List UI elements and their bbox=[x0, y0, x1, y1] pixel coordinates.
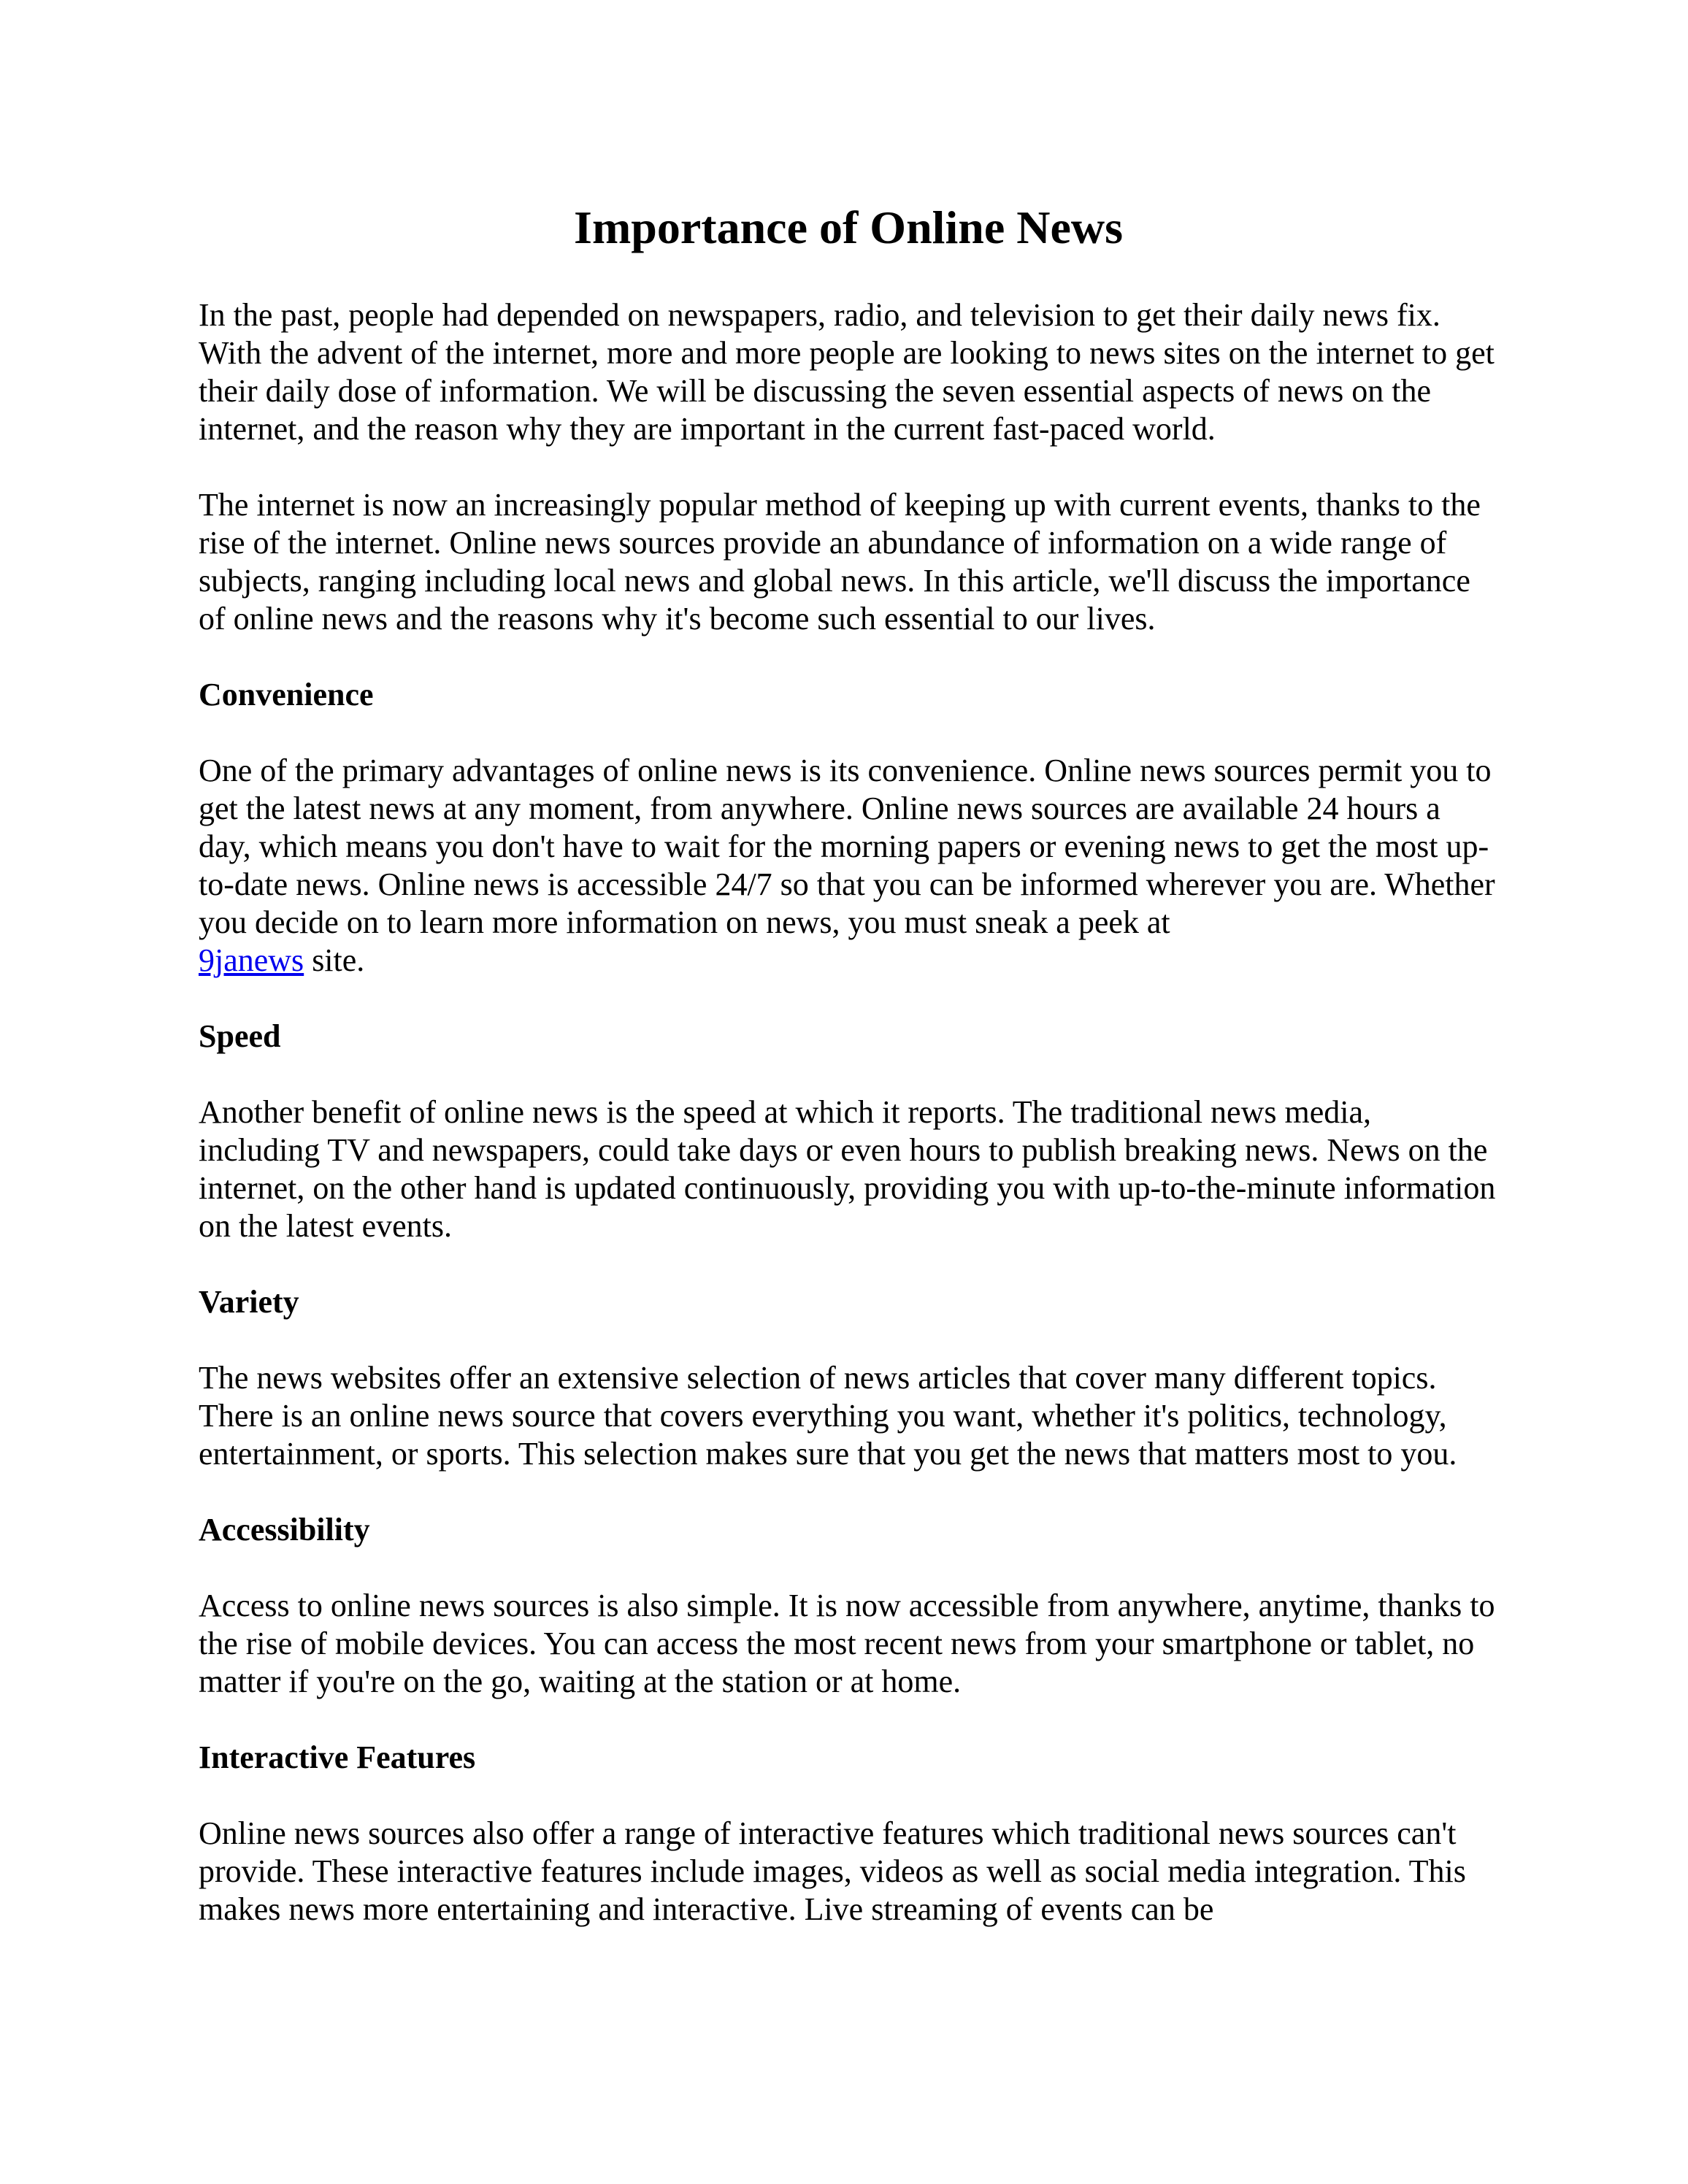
convenience-text: One of the primary advantages of online news is its convenience. Online news sources permit you to get the latest news at any moment, from anywhere. Online news sources are available 24 hours a day, which means you don't have to wait for the morning papers or evening news to get the most up-to-date news. Online news is accessible 24/7 so that you can be informed wherever you are. Whether you decide on to learn more information on news, you must sneak a peek at bbox=[199, 753, 1495, 940]
section-heading-convenience: Convenience bbox=[199, 677, 374, 712]
section-body-interactive-features: Online news sources also offer a range of interactive features which traditional news sources can't provide. These interactive features include images, videos as well as social media integration. This makes news more entertaining and interactive. Live streaming of events can be bbox=[199, 1815, 1466, 1927]
section-body-variety: The news websites offer an extensive selection of news articles that cover many different topics. There is an online news source that covers everything you want, whether it's politics, technology, entertainment, or sports. This selection makes sure that you get the news that matters most to you. bbox=[199, 1360, 1457, 1472]
9janews-link[interactable]: 9janews bbox=[199, 942, 304, 978]
section-body-convenience bbox=[199, 752, 1498, 980]
intro-paragraph-1: In the past, people had depended on newspapers, radio, and television to get their daily news fix. With the advent of the internet, more and more people are looking to news sites on the internet to get their daily dose of information. We will be discussing the seven essential aspects of news on the internet, and the reason why they are important in the current fast-paced world. bbox=[199, 297, 1495, 447]
section-heading-speed: Speed bbox=[199, 1018, 281, 1054]
section-heading-interactive-features: Interactive Features bbox=[199, 1739, 476, 1775]
section-body-accessibility: Access to online news sources is also simple. It is now accessible from anywhere, anytime, thanks to the rise of mobile devices. You can access the most recent news from your smartphone or tablet, no matter if you're on the go, waiting at the station or at home. bbox=[199, 1588, 1495, 1699]
convenience-after-link: site. bbox=[304, 942, 365, 978]
document-title: Importance of Online News bbox=[574, 201, 1123, 253]
section-body-speed: Another benefit of online news is the speed at which it reports. The traditional news media, including TV and newspapers, could take days or even hours to publish breaking news. News on the internet, on the other hand is updated continuously, providing you with up-to-the-minute information on the latest events. bbox=[199, 1094, 1496, 1244]
section-heading-variety: Variety bbox=[199, 1284, 299, 1320]
intro-paragraph-2: The internet is now an increasingly popular method of keeping up with current events, thanks to the rise of the internet. Online news sources provide an abundance of information on a wide range of subjects, ranging including local news and global news. In this article, we'll discuss the importance of online news and the reasons why it's become such essential to our lives. bbox=[199, 487, 1481, 637]
document-content bbox=[199, 197, 1498, 1966]
section-heading-accessibility: Accessibility bbox=[199, 1512, 370, 1547]
